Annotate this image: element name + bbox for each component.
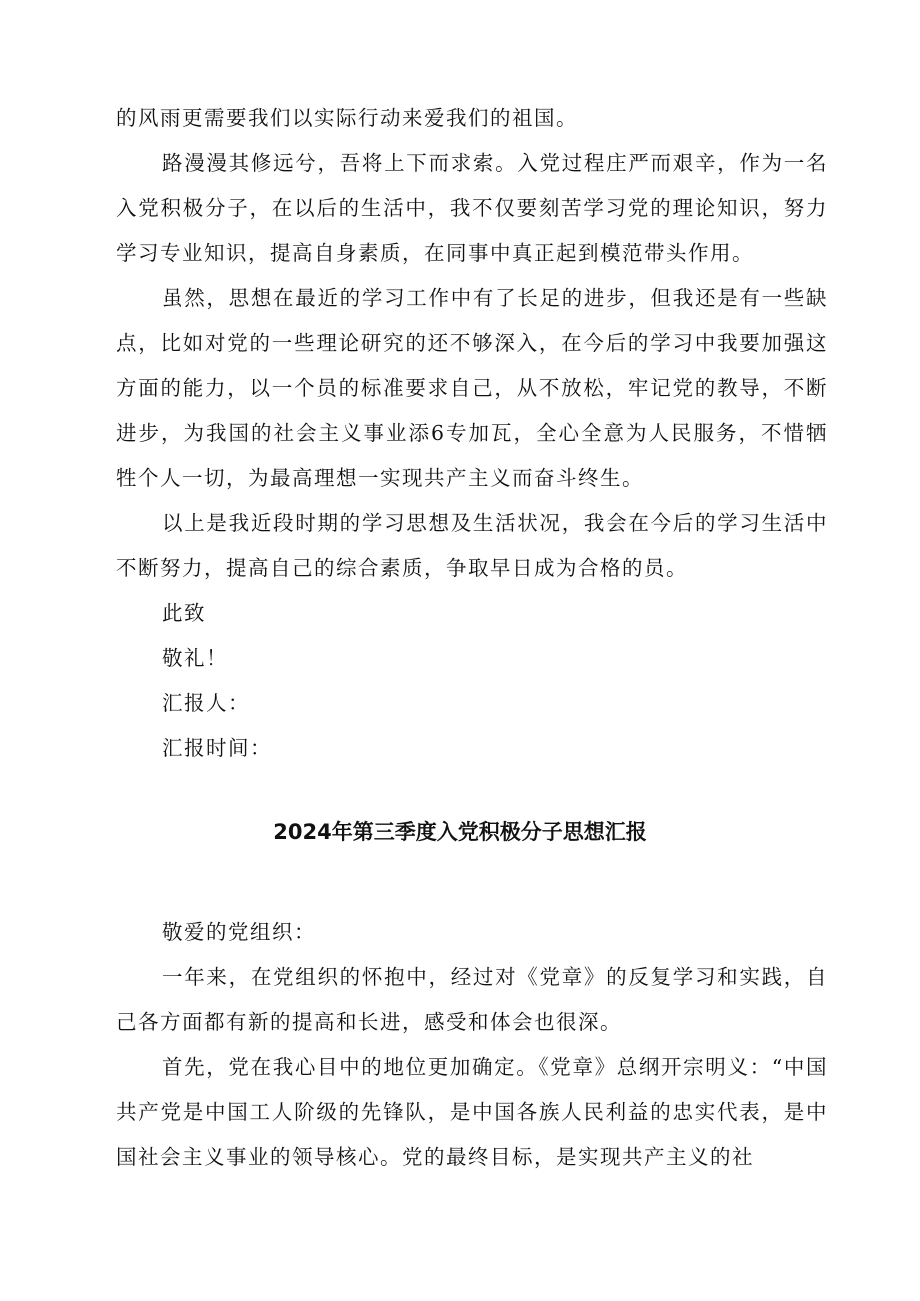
paragraph-first-point: 首先，党在我心目中的地位更加确定。《党章》总纲开宗明义：“中国共产党是中国工人阶级的先锋队，是中国各族人民利益的忠实代表，是中国社会主义事业的领导核心。党的最终目标，是实现共产主义的社: [116, 1055, 828, 1169]
closing-ci-zhi: 此致: [162, 601, 206, 625]
paragraph-resolve: 路漫漫其修远兮，吾将上下而求索。入党过程庄严而艰辛，作为一名入党积极分子，在以后的生活中，我不仅要刻苦学习党的理论知识，努力学习专业知识，提高自身素质，在同事中真正起到模范带头作用。: [116, 151, 828, 265]
new-report-body: [116, 910, 828, 1180]
salutation: 敬爱的党组织：: [162, 920, 316, 944]
reporter-label: 汇报人：: [162, 691, 250, 715]
report-time-label: 汇报时间：: [162, 736, 272, 760]
report-title: 2024年第三季度入党积极分子思想汇报: [273, 820, 647, 844]
paragraph-summary: 以上是我近段时期的学习思想及生活状况，我会在今后的学习生活中不断努力，提高自己的综合素质，争取早日成为合格的员。: [116, 511, 828, 580]
paragraph-intro: 一年来，在党组织的怀抱中，经过对《党章》的反复学习和实践，自己各方面都有新的提高和长进，感受和体会也很深。: [116, 965, 828, 1034]
previous-report-continuation: [116, 96, 828, 771]
closing-jing-li: 敬礼！: [162, 646, 228, 670]
paragraph-continuation: 的风雨更需要我们以实际行动来爱我们的祖国。: [116, 106, 578, 130]
paragraph-shortcomings: 虽然，思想在最近的学习工作中有了长足的进步，但我还是有一些缺点，比如对党的一些理论研究的还不够深入，在今后的学习中我要加强这方面的能力，以一个员的标准要求自己，从不放松，牢记党的教导，不断进步，为我国的社会主义事业添6专加瓦，全心全意为人民服务，不惜牺牲个人一切，为最高理想一实现共产主义而奋斗终生。: [116, 286, 828, 490]
